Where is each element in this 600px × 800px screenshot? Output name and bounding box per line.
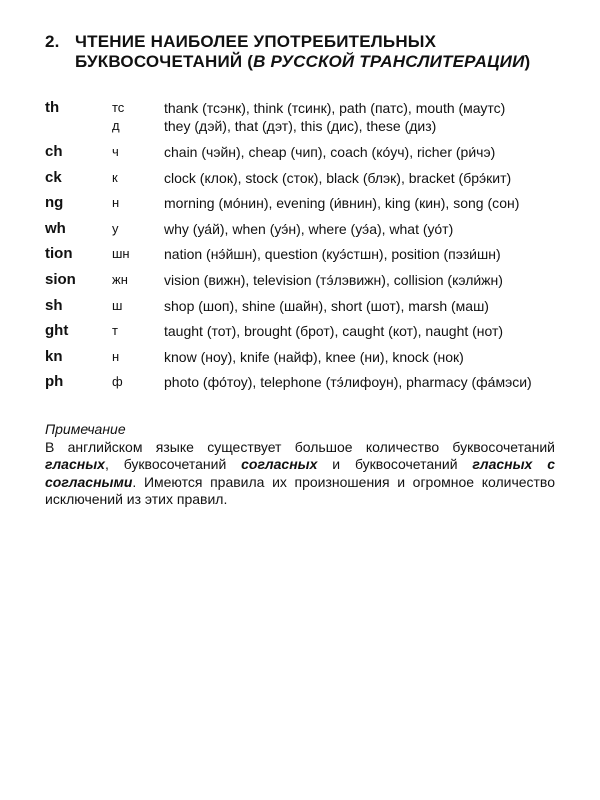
- section-number: 2.: [45, 32, 60, 51]
- table-row: [45, 322, 575, 348]
- note-text: . Имеются правила их произношения и огромное количество исключений из этих правил.: [45, 473, 555, 507]
- letter-combinations-table: [45, 99, 575, 399]
- transliteration: т: [112, 323, 118, 339]
- note-emphasis-vowels: гласных: [45, 456, 105, 472]
- transliteration: ф: [112, 374, 123, 390]
- table-row: [45, 271, 575, 297]
- example-line: nation (нэ́йшн), question (куэ́стшн), position (пэзи́шн): [164, 246, 501, 263]
- examples: [164, 99, 505, 135]
- letter-combination: ng: [45, 194, 64, 212]
- example-line: morning (мо́нин), evening (и́внин), king (кин), song (сон): [164, 195, 520, 212]
- transliteration: н: [112, 195, 120, 211]
- letter-combination: sh: [45, 296, 63, 314]
- note-body: [45, 439, 555, 509]
- transliteration: ч: [112, 144, 119, 159]
- letter-combination: sion: [45, 270, 76, 288]
- note-title: Примечание: [45, 421, 126, 437]
- note-text: , буквосочетаний: [104, 456, 242, 472]
- example-line: photo (фо́тоу), telephone (тэ́лифоун), pharmacy (фа́мэси): [164, 374, 532, 391]
- heading-line-2-suffix: ): [524, 52, 531, 71]
- letter-combination: tion: [45, 245, 73, 263]
- table-row: [45, 143, 575, 169]
- transliteration: н: [112, 348, 120, 364]
- example-line: shop (шоп), shine (шайн), short (шот), marsh (маш): [164, 297, 489, 314]
- table-row: [45, 348, 575, 374]
- example-line: they (дэй), that (дэт), this (дис), these (диз): [164, 118, 437, 134]
- note-text: и буквосочетаний: [317, 456, 473, 472]
- note-block: [45, 421, 555, 509]
- example-line: why (уа́й), when (уэ́н), where (уэ́а), what (уо́т): [164, 220, 454, 237]
- example-line: vision (вижн), television (тэ́лэвижн), collision (кэли́жн): [164, 271, 503, 288]
- transliteration-value: д: [112, 118, 120, 133]
- transliteration: шн: [112, 246, 130, 262]
- transliteration: жн: [112, 271, 128, 287]
- heading-line-2-prefix: БУКВОСОЧЕТАНИЙ (: [75, 52, 254, 71]
- note-text: В английском языке существует большое количество буквосочетаний: [45, 438, 555, 455]
- letter-combination: th: [45, 99, 60, 116]
- transliteration: ш: [112, 297, 123, 313]
- note-emphasis-consonants: согласных: [241, 456, 318, 472]
- table-row: [45, 99, 575, 143]
- letter-combination: kn: [45, 347, 63, 365]
- table-row: [45, 220, 575, 246]
- transliteration: [112, 99, 124, 135]
- letter-combination: ck: [45, 168, 62, 186]
- table-row: [45, 373, 575, 399]
- table-row: [45, 245, 575, 271]
- table-row: [45, 297, 575, 323]
- example-line: clock (клок), stock (сток), black (блэк), bracket (брэ́кит): [164, 169, 512, 186]
- heading-line-1: ЧТЕНИЕ НАИБОЛЕЕ УПОТРЕБИТЕЛЬНЫХ: [75, 32, 437, 51]
- letter-combination: ght: [45, 322, 69, 340]
- example-line: know (ноу), knife (найф), knee (ни), knock (нок): [164, 348, 464, 365]
- letter-combination: ph: [45, 373, 64, 391]
- transliteration-value: тс: [112, 100, 125, 115]
- transliteration: у: [112, 220, 119, 236]
- letter-combination: wh: [45, 219, 66, 237]
- table-row: [45, 169, 575, 195]
- table-row: [45, 194, 575, 220]
- letter-combination: ch: [45, 143, 63, 160]
- example-line: chain (чэйн), cheap (чип), coach (ко́уч), richer (ри́чэ): [164, 144, 496, 160]
- note-emphasis-vowels-consonants: гласных с согласными: [45, 456, 555, 490]
- example-line: thank (тсэнк), think (тсинк), path (патс), mouth (маутс): [164, 100, 506, 116]
- heading-line-2-italic: В РУССКОЙ ТРАНСЛИТЕРАЦИИ: [253, 52, 525, 71]
- heading-line-2: [75, 52, 530, 72]
- transliteration: к: [112, 169, 118, 185]
- example-line: taught (тот), brought (брот), caught (кот), naught (нот): [164, 323, 504, 340]
